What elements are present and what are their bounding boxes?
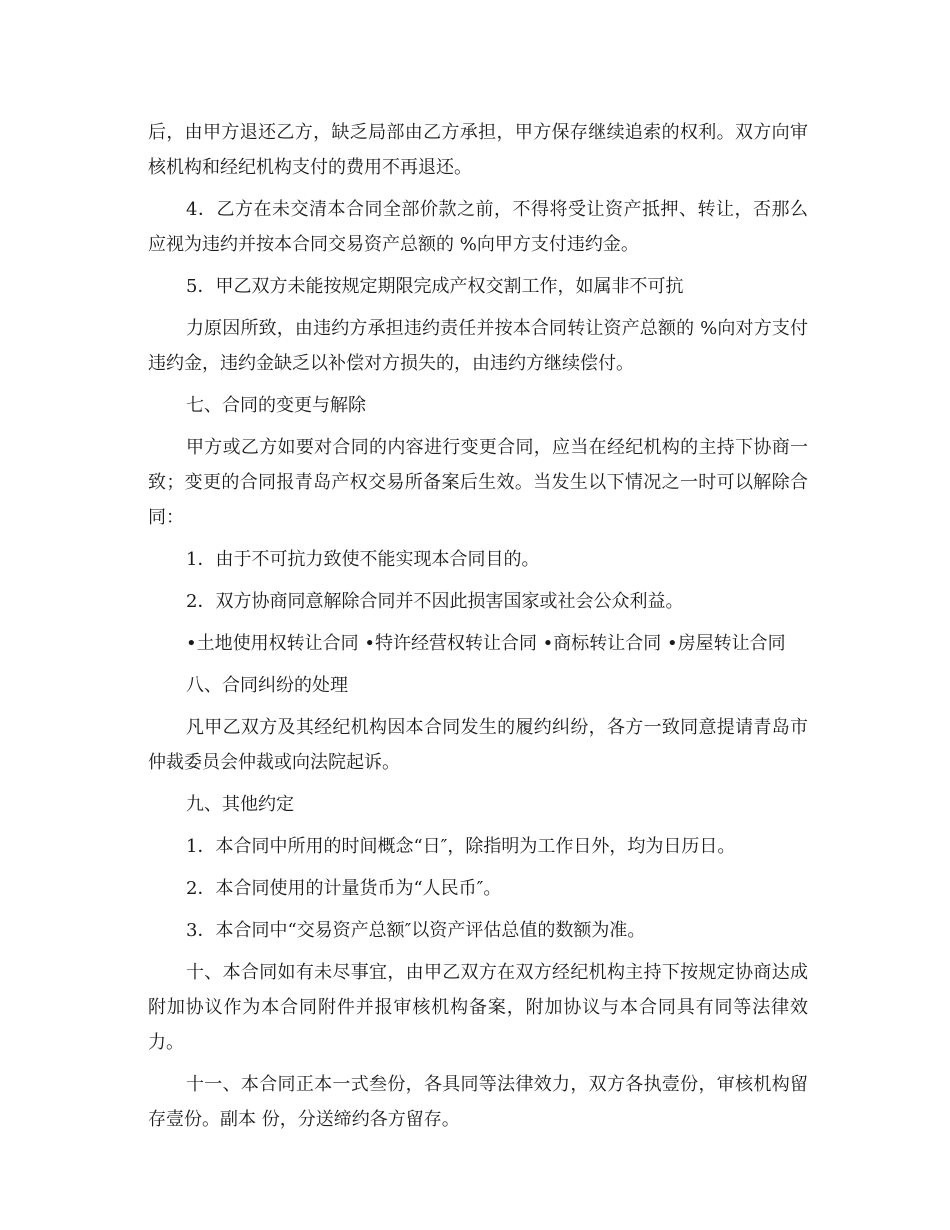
paragraph-section-8: 凡甲乙双方及其经纪机构因本合同发生的履约纠纷，各方一致同意提请青岛市仲裁委员会仲裁或向法院起诉。 [148,717,808,773]
section-heading-9: 九、其他约定 [186,794,294,815]
paragraph-clause-5-continued: 力原因所致，由违约方承担违约责任并按本合同转让资产总额的 %向对方支付违约金，违约金缺乏以补偿对方损失的，由违约方继续偿付。 [148,318,808,374]
related-contracts-list: •土地使用权转让合同 •特许经营权转让合同 •商标转让合同 •房屋转让合同 [186,633,786,654]
paragraph-section-11: 十一、本合同正本一式叁份，各具同等法律效力，双方各执壹份，审核机构留存壹份。副本 份，分送缔约各方留存。 [148,1074,808,1130]
paragraph-section-7-item-2: 2．双方协商同意解除合同并不因此损害国家或社会公众利益。 [186,591,684,612]
paragraph-clause-4: 4．乙方在未交清本合同全部价款之前，不得将受让资产抵押、转让，否那么应视为违约并按本合同交易资产总额的 %向甲方支付违约金。 [148,199,808,255]
paragraph-continuation: 后，由甲方退还乙方，缺乏局部由乙方承担，甲方保存继续追索的权利。双方向审核机构和经纪机构支付的费用不再退还。 [148,122,808,178]
paragraph-section-7-item-1: 1．由于不可抗力致使不能实现本合同目的。 [186,549,540,570]
section-heading-7: 七、合同的变更与解除 [186,395,366,416]
paragraph-clause-5: 5．甲乙双方未能按规定期限完成产权交割工作，如属非不可抗 [186,276,684,297]
paragraph-section-9-item-1: 1．本合同中所用的时间概念“日″，除指明为工作日外，均为日历日。 [186,836,736,857]
document-body [148,115,808,1144]
section-heading-8: 八、合同纠纷的处理 [186,675,348,696]
paragraph-section-10: 十、本合同如有未尽事宜，由甲乙双方在双方经纪机构主持下按规定协商达成附加协议作为本合同附件并报审核机构备案，附加协议与本合同具有同等法律效力。 [148,962,808,1053]
paragraph-section-9-item-3: 3．本合同中“交易资产总额″以资产评估总值的数额为准。 [186,920,646,941]
paragraph-section-7: 甲方或乙方如要对合同的内容进行变更合同，应当在经纪机构的主持下协商一致；变更的合同报青岛产权交易所备案后生效。当发生以下情况之一时可以解除合同： [148,437,808,528]
paragraph-section-9-item-2: 2．本合同使用的计量货币为“人民币″。 [186,878,502,899]
